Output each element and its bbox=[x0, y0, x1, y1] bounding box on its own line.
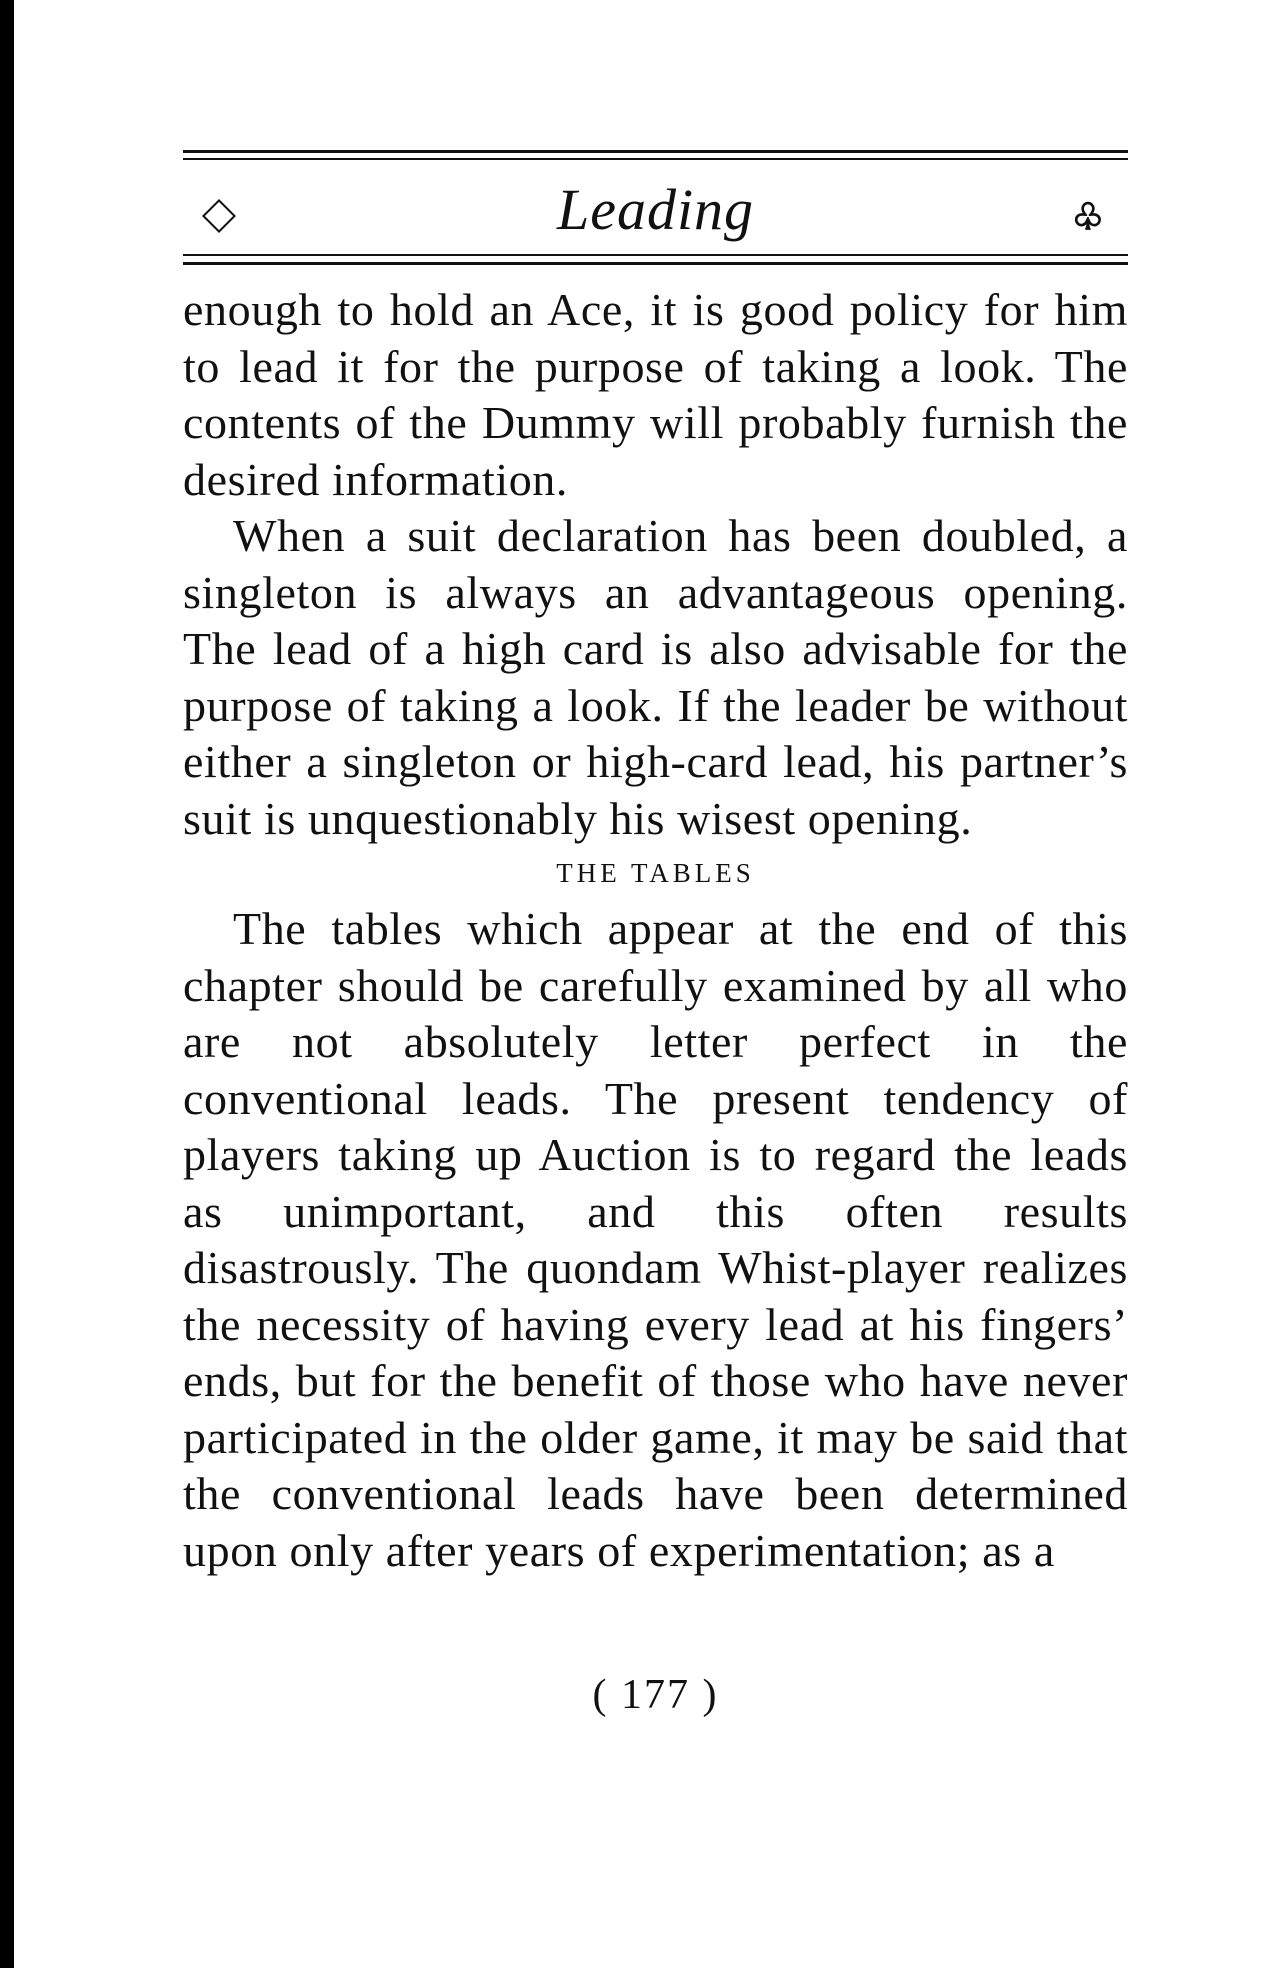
page-body bbox=[183, 282, 1128, 1579]
running-header bbox=[183, 174, 1128, 246]
paragraph-doubled-suit: When a suit declaration has been doubled, a singleton is always an advantageous opening. The lead of a high card is also advisable for the purpose of taking a look. If the leader be without either a singleton or high-card lead, his partner’s suit is unquestionably his wisest opening. bbox=[183, 510, 1128, 844]
header-bottom-rule-thin bbox=[183, 254, 1128, 256]
page-number: ( 177 ) bbox=[592, 1672, 719, 1718]
book-page bbox=[183, 150, 1128, 1750]
section-heading: THE TABLES bbox=[556, 858, 755, 888]
paragraph-tables: The tables which appear at the end of this chapter should be carefully examined by all who are not absolutely letter perfect in the conventional leads. The present tendency of players taking up Auction is to regard the leads as unimportant, and this often results disastrously. The quondam Whist-player realizes the necessity of having every lead at his fingers’ ends, but for the benefit of those who have never participated in the older game, it may be said that the conventional leads have been determined upon only after years of experimentation; as a bbox=[183, 903, 1128, 1576]
running-title: Leading bbox=[556, 177, 755, 242]
paragraph-continued: enough to hold an Ace, it is good policy for him to lead it for the purpose of taking a look. The contents of the Dummy will probably furnish the desired information. bbox=[183, 284, 1128, 505]
book-spine-edge bbox=[0, 0, 14, 1968]
header-top-rule bbox=[183, 150, 1128, 153]
header-bottom-rule bbox=[183, 262, 1128, 265]
club-icon: ♧ bbox=[1071, 197, 1104, 238]
header-top-rule-thin bbox=[183, 158, 1128, 160]
